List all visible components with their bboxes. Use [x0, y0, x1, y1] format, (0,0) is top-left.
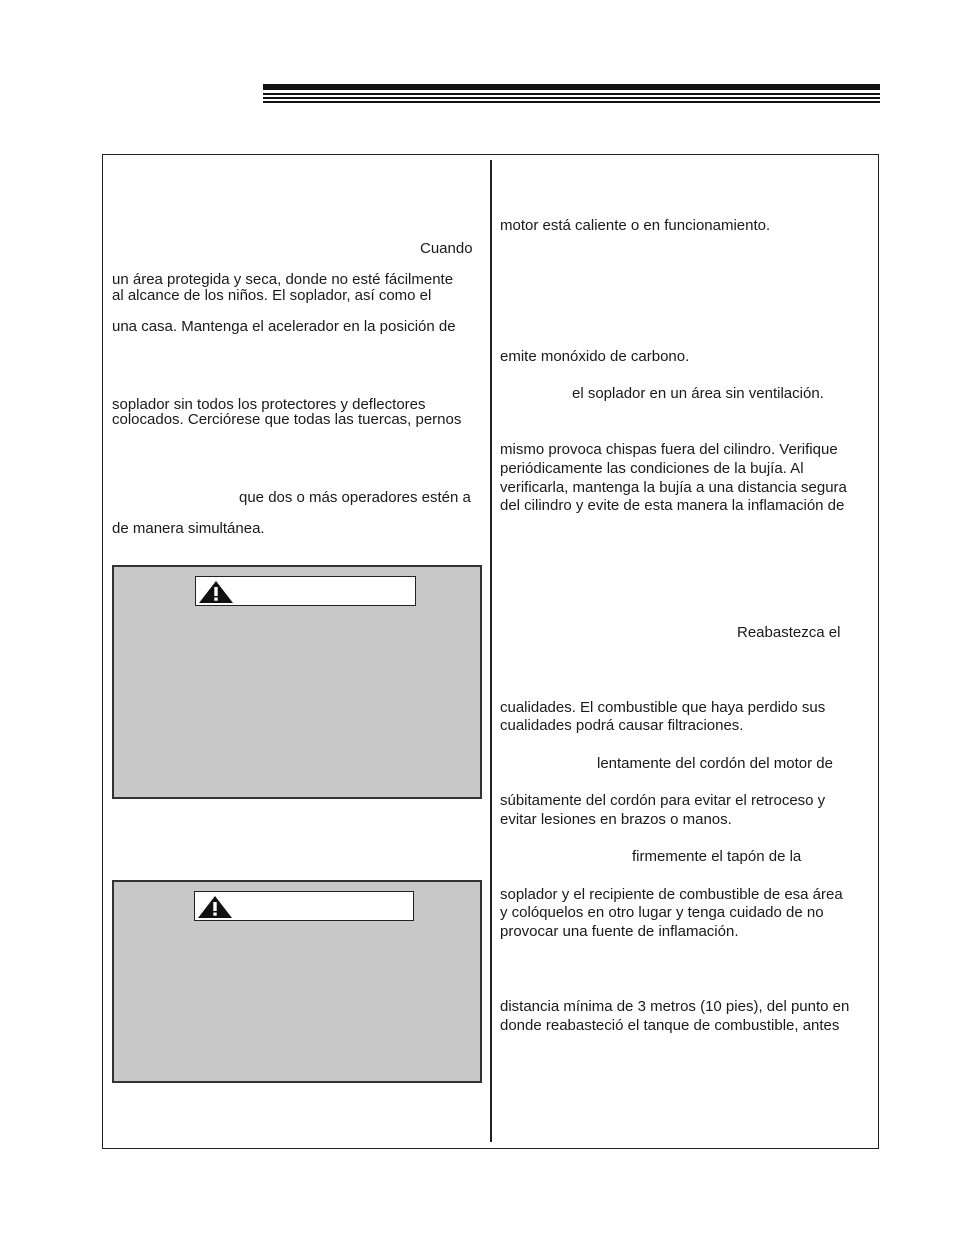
text-line: verificarla, mantenga la bujía a una distancia segura	[500, 479, 847, 496]
text-line: Cuando	[420, 240, 473, 257]
text-line: donde reabasteció el tanque de combustible, antes	[500, 1017, 840, 1034]
header-rule-thin-2	[263, 97, 880, 99]
warning-box	[112, 565, 482, 799]
text-line: del cilindro y evite de esta manera la inflamación de	[500, 497, 845, 514]
text-line: lentamente del cordón del motor de	[597, 755, 833, 772]
text-line: al alcance de los niños. El soplador, así como el	[112, 287, 432, 304]
text-line: súbitamente del cordón para evitar el retroceso y	[500, 792, 826, 809]
text-line: soplador sin todos los protectores y deflectores	[112, 396, 426, 413]
header-rule-thin-1	[263, 93, 880, 95]
text-line: mismo provoca chispas fuera del cilindro. Verifique	[500, 441, 838, 458]
header-rule-thin-3	[263, 101, 880, 103]
text-line: soplador y el recipiente de combustible de esa área	[500, 886, 843, 903]
warning-label	[194, 891, 414, 921]
warning-triangle-icon	[197, 895, 233, 919]
header-rule-thick	[263, 84, 880, 90]
warning-label	[195, 576, 416, 606]
text-line: el soplador en un área sin ventilación.	[572, 385, 824, 402]
column-divider	[490, 160, 492, 1142]
text-line: emite monóxido de carbono.	[500, 348, 690, 365]
text-line: de manera simultánea.	[112, 520, 265, 537]
text-line: firmemente el tapón de la	[632, 848, 802, 865]
text-line: cualidades. El combustible que haya perdido sus	[500, 699, 826, 716]
text-line: Reabastezca el	[737, 624, 841, 641]
text-line: que dos o más operadores estén a	[239, 489, 471, 506]
text-line: distancia mínima de 3 metros (10 pies), del punto en	[500, 998, 850, 1015]
text-line: periódicamente las condiciones de la bujía. Al	[500, 460, 804, 477]
text-line: motor está caliente o en funcionamiento.	[500, 217, 771, 234]
text-line: provocar una fuente de inflamación.	[500, 923, 739, 940]
warning-box	[112, 880, 482, 1083]
warning-triangle-icon	[198, 580, 234, 604]
text-line: un área protegida y seca, donde no esté fácilmente	[112, 271, 454, 288]
text-line: una casa. Mantenga el acelerador en la posición de	[112, 318, 456, 335]
text-line: y colóquelos en otro lugar y tenga cuidado de no	[500, 904, 824, 921]
text-line: colocados. Cerciórese que todas las tuercas, pernos	[112, 411, 462, 428]
text-line: cualidades podrá causar filtraciones.	[500, 717, 744, 734]
text-line: evitar lesiones en brazos o manos.	[500, 811, 732, 828]
